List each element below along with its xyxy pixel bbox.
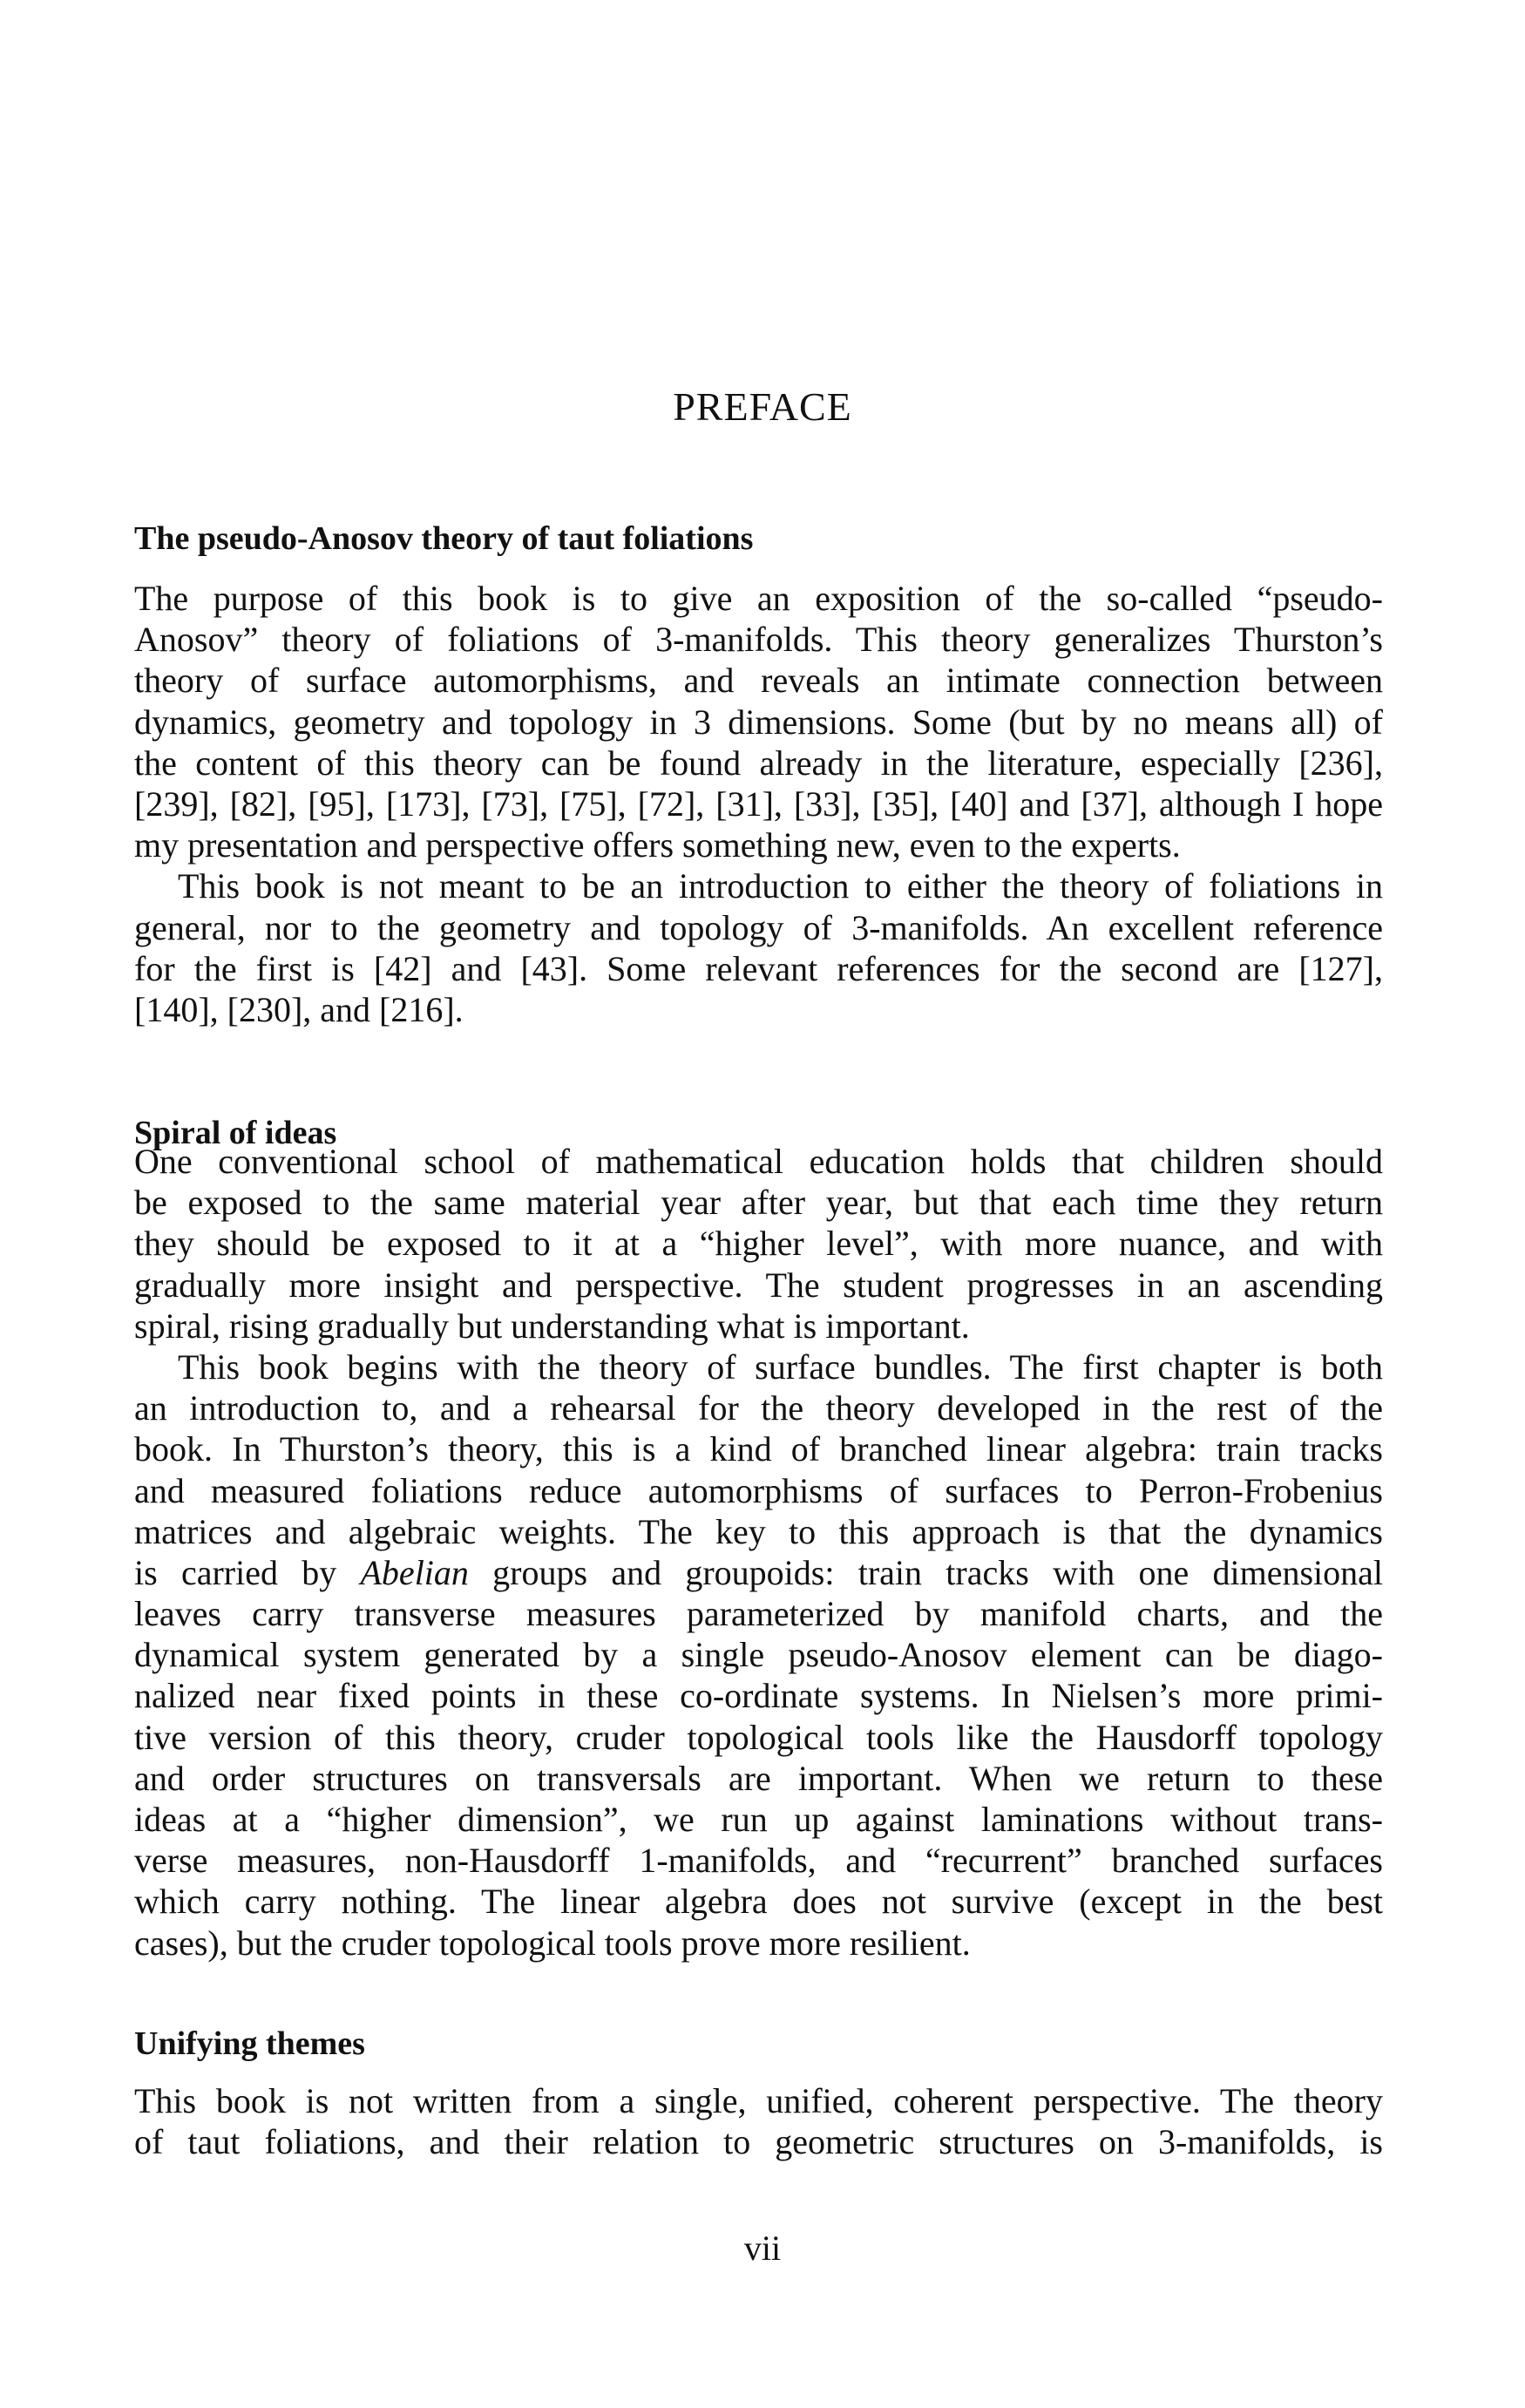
text-line: One conventional school of mathematical education holds that children should — [134, 1142, 1383, 1181]
section-heading: Unifying themes — [134, 2025, 365, 2062]
text-line: This book is not written from a single, unified, coherent perspective. The theory — [134, 2081, 1383, 2120]
text-line: Anosov” theory of foliations of 3-manifolds. This theory generalizes Thurston’s — [134, 620, 1383, 660]
text-line: [239], [82], [95], [173], [73], [75], [72], [31], [33], [35], [40] and [37], although I hope — [134, 783, 1383, 824]
text-line: and measured foliations reduce automorphisms of surfaces to Perron-Frobenius — [134, 1470, 1383, 1510]
text-line — [134, 1552, 1383, 1593]
text-line: they should be exposed to it at a “higher level”, with more nuance, and with — [134, 1224, 1383, 1264]
text-line: leaves carry transverse measures parameterized by manifold charts, and the — [134, 1594, 1383, 1634]
text-line: spiral, rising gradually but understanding what is important. — [134, 1306, 970, 1346]
text-line: cases), but the cruder topological tools prove more resilient. — [134, 1923, 971, 1963]
text-line: This book is not meant to be an introduction to either the theory of foliations in — [178, 866, 1383, 906]
text-line: an introduction to, and a rehearsal for the theory developed in the rest of the — [134, 1388, 1383, 1428]
text-line: gradually more insight and perspective. The student progresses in an ascending — [134, 1265, 1383, 1305]
text-line: The purpose of this book is to give an exposition of the so-called “pseudo- — [134, 579, 1383, 618]
text-line: for the first is [42] and [43]. Some relevant references for the second are [127], — [134, 948, 1383, 988]
text-line: be exposed to the same material year after year, but that each time they return — [134, 1183, 1383, 1223]
text-line: dynamical system generated by a single pseudo-Anosov element can be diago- — [134, 1635, 1383, 1675]
text-segment: groups and groupoids: train tracks with one dimensional — [468, 1552, 1383, 1592]
text-line: and order structures on transversals are important. When we return to these — [134, 1758, 1383, 1798]
text-line: book. In Thurston’s theory, this is a kind of branched linear algebra: train tracks — [134, 1429, 1383, 1469]
text-line: matrices and algebraic weights. The key to this approach is that the dynamics — [134, 1511, 1383, 1551]
text-line: general, nor to the geometry and topology of 3-manifolds. An excellent reference — [134, 907, 1383, 947]
text-line: the content of this theory can be found already in the literature, especially [236], — [134, 743, 1383, 783]
text-line: This book begins with the theory of surface bundles. The first chapter is both — [178, 1346, 1383, 1387]
text-line: of taut foliations, and their relation to geometric structures on 3-manifolds, is — [134, 2122, 1383, 2162]
text-line: [140], [230], and [216]. — [134, 989, 464, 1029]
text-line: ideas at a “higher dimension”, we run up against laminations without trans- — [134, 1800, 1383, 1839]
text-line: my presentation and perspective offers something new, even to the experts. — [134, 825, 1181, 865]
text-line: verse measures, non-Hausdorff 1-manifolds, and “recurrent” branched surfaces — [134, 1841, 1383, 1881]
text-segment: is carried by — [134, 1552, 361, 1592]
text-line: dynamics, geometry and topology in 3 dimensions. Some (but by no means all) of — [134, 702, 1383, 742]
text-line: which carry nothing. The linear algebra does not survive (except in the best — [134, 1882, 1383, 1922]
paragraph — [134, 1141, 1383, 1964]
page-title: PREFACE — [673, 384, 852, 429]
paragraph — [134, 578, 1383, 1030]
text-line: nalized near fixed points in these co-ordinate systems. In Nielsen’s more primi- — [134, 1676, 1383, 1716]
text-line: tive version of this theory, cruder topological tools like the Hausdorff topology — [134, 1717, 1383, 1757]
section-heading: Spiral of ideas — [134, 1115, 337, 1151]
italic-term: Abelian — [360, 1552, 469, 1592]
text-line: theory of surface automorphisms, and reveals an intimate connection between — [134, 661, 1383, 701]
paragraph — [134, 2080, 1383, 2162]
section-heading: The pseudo-Anosov theory of taut foliations — [134, 520, 754, 557]
page-number: vii — [743, 2228, 782, 2268]
